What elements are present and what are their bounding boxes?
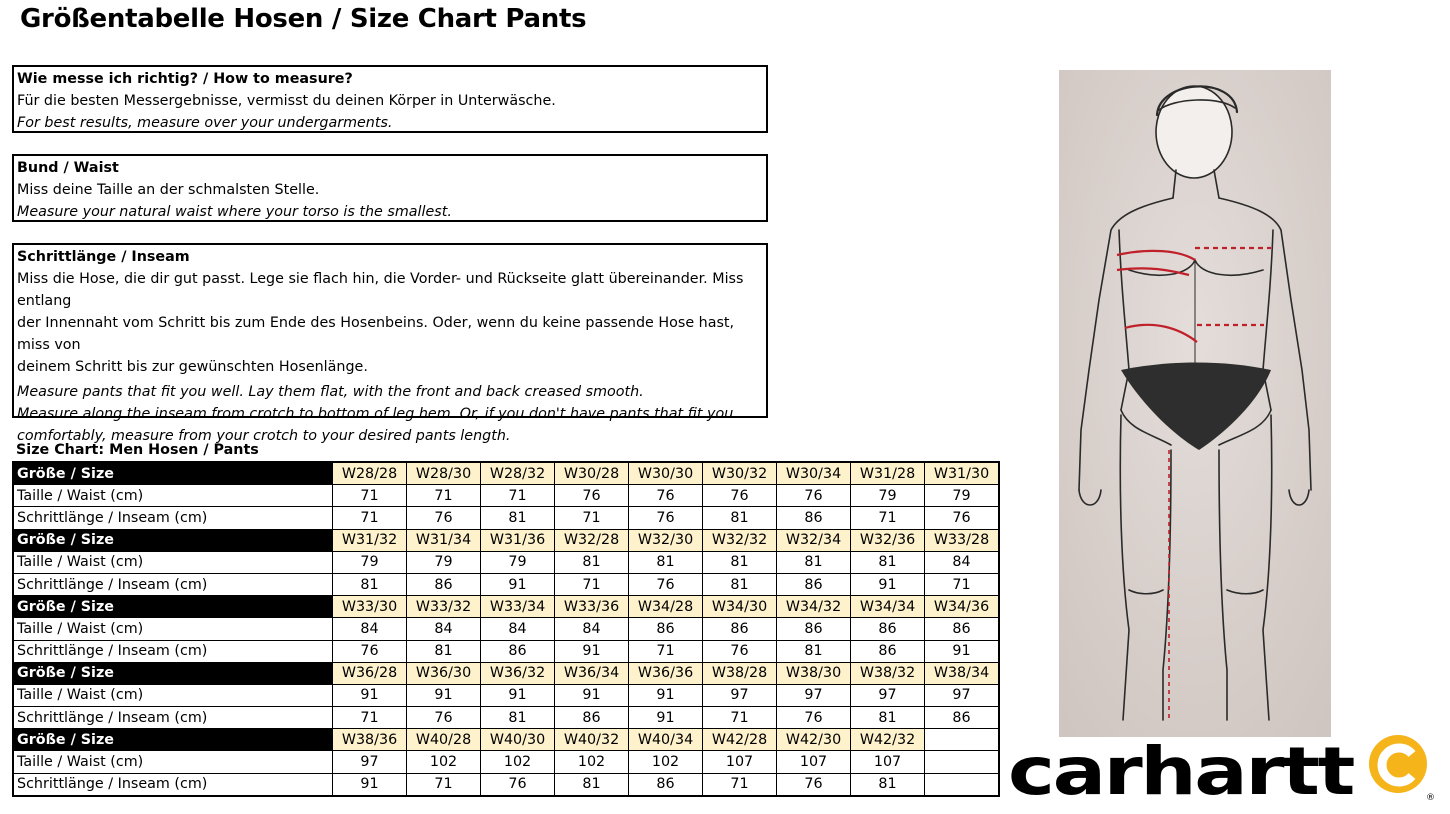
- inseam-label: Schrittlänge / Inseam (cm): [13, 707, 333, 729]
- size-cell: W38/34: [925, 662, 1000, 684]
- inseam-cell: 76: [629, 573, 703, 595]
- inseam-cell: 71: [703, 707, 777, 729]
- size-cell: W34/28: [629, 596, 703, 618]
- size-cell: W31/34: [407, 529, 481, 551]
- waist-cell: 81: [703, 551, 777, 573]
- size-cell: W34/34: [851, 596, 925, 618]
- size-cell: W36/28: [333, 662, 407, 684]
- inseam-cell: 86: [555, 707, 629, 729]
- inseam-label: Schrittlänge / Inseam (cm): [13, 507, 333, 529]
- size-cell: W33/30: [333, 596, 407, 618]
- inseam-cell: 91: [481, 573, 555, 595]
- inseam-cell: 76: [407, 707, 481, 729]
- size-cell: W42/28: [703, 729, 777, 751]
- size-cell: W40/32: [555, 729, 629, 751]
- inseam-cell: 71: [851, 507, 925, 529]
- inseam-cell: 86: [925, 707, 1000, 729]
- inseam-cell: 76: [481, 773, 555, 796]
- size-cell: W38/28: [703, 662, 777, 684]
- waist-row: [13, 551, 999, 573]
- waist-cell: 107: [703, 751, 777, 773]
- inseam-cell: 81: [851, 707, 925, 729]
- carhartt-c-icon: [1369, 735, 1427, 793]
- inseam-cell: 71: [555, 507, 629, 529]
- waist-cell: 81: [629, 551, 703, 573]
- section-text-de: deinem Schritt bis zur gewünschten Hosenlänge.: [17, 359, 368, 375]
- inseam-cell: 76: [777, 707, 851, 729]
- size-row: [13, 729, 999, 751]
- page-title: Größentabelle Hosen / Size Chart Pants: [20, 4, 587, 34]
- inseam-cell: 76: [925, 507, 1000, 529]
- waist-cell: 79: [851, 485, 925, 507]
- waist-cell: 71: [481, 485, 555, 507]
- size-cell: W38/32: [851, 662, 925, 684]
- size-cell: W32/34: [777, 529, 851, 551]
- waist-cell: 84: [925, 551, 1000, 573]
- section-text-en: Measure your natural waist where your torso is the smallest.: [17, 204, 452, 220]
- inseam-cell: 81: [481, 507, 555, 529]
- waist-cell: 97: [333, 751, 407, 773]
- inseam-label: Schrittlänge / Inseam (cm): [13, 640, 333, 662]
- inseam-label: Schrittlänge / Inseam (cm): [13, 573, 333, 595]
- inseam-cell: 76: [703, 640, 777, 662]
- size-label: Größe / Size: [13, 596, 333, 618]
- inseam-cell: 91: [629, 707, 703, 729]
- inseam-cell: 91: [925, 640, 1000, 662]
- waist-box: [12, 154, 768, 222]
- size-chart-table: [12, 461, 1000, 797]
- size-cell: W32/36: [851, 529, 925, 551]
- size-cell: W40/30: [481, 729, 555, 751]
- waist-cell: 86: [703, 618, 777, 640]
- size-cell: W34/30: [703, 596, 777, 618]
- inseam-cell: 81: [481, 707, 555, 729]
- section-text-en: comfortably, measure from your crotch to your desired pants length.: [17, 428, 511, 444]
- inseam-cell: 81: [407, 640, 481, 662]
- brand-wordmark: carhartt: [1008, 734, 1355, 804]
- inseam-cell: 71: [629, 640, 703, 662]
- waist-row: [13, 684, 999, 706]
- waist-cell: 81: [777, 551, 851, 573]
- waist-cell: 91: [629, 684, 703, 706]
- size-row: [13, 662, 999, 684]
- inseam-cell: 81: [703, 573, 777, 595]
- waist-cell: 76: [555, 485, 629, 507]
- inseam-cell: 81: [333, 573, 407, 595]
- waist-cell: 79: [333, 551, 407, 573]
- waist-cell: 91: [407, 684, 481, 706]
- waist-cell: 102: [481, 751, 555, 773]
- section-heading: Bund / Waist: [17, 160, 119, 176]
- size-row: [13, 462, 999, 485]
- body-measurement-illustration: [1059, 70, 1331, 737]
- size-label: Größe / Size: [13, 462, 333, 485]
- waist-cell: 102: [629, 751, 703, 773]
- inseam-cell: 81: [851, 773, 925, 796]
- waist-cell: 91: [481, 684, 555, 706]
- size-cell: W32/32: [703, 529, 777, 551]
- size-cell: W33/36: [555, 596, 629, 618]
- waist-cell: 79: [481, 551, 555, 573]
- size-cell: W30/28: [555, 462, 629, 485]
- size-cell: W34/32: [777, 596, 851, 618]
- inseam-cell: 76: [333, 640, 407, 662]
- waist-cell: 107: [777, 751, 851, 773]
- size-cell: W32/28: [555, 529, 629, 551]
- inseam-row: [13, 573, 999, 595]
- waist-cell: 84: [333, 618, 407, 640]
- waist-cell: 81: [851, 551, 925, 573]
- waist-cell: [925, 751, 1000, 773]
- inseam-cell: 71: [925, 573, 1000, 595]
- size-cell: W28/30: [407, 462, 481, 485]
- inseam-cell: 91: [333, 773, 407, 796]
- size-cell: W42/30: [777, 729, 851, 751]
- inseam-label: Schrittlänge / Inseam (cm): [13, 773, 333, 796]
- size-cell: W33/34: [481, 596, 555, 618]
- waist-cell: 71: [333, 485, 407, 507]
- size-cell: W36/34: [555, 662, 629, 684]
- section-heading: Wie messe ich richtig? / How to measure?: [17, 71, 353, 87]
- size-cell: W36/30: [407, 662, 481, 684]
- section-text-de: Für die besten Messergebnisse, vermisst du deinen Körper in Unterwäsche.: [17, 93, 556, 109]
- inseam-cell: 81: [555, 773, 629, 796]
- size-cell: W30/32: [703, 462, 777, 485]
- inseam-row: [13, 640, 999, 662]
- waist-label: Taille / Waist (cm): [13, 618, 333, 640]
- waist-cell: 79: [925, 485, 1000, 507]
- size-cell: W40/34: [629, 729, 703, 751]
- inseam-row: [13, 707, 999, 729]
- inseam-cell: 81: [703, 507, 777, 529]
- size-cell: W33/32: [407, 596, 481, 618]
- size-cell: W28/28: [333, 462, 407, 485]
- size-row: [13, 529, 999, 551]
- waist-row: [13, 618, 999, 640]
- waist-cell: 71: [407, 485, 481, 507]
- inseam-cell: 71: [333, 507, 407, 529]
- waist-row: [13, 485, 999, 507]
- waist-cell: 107: [851, 751, 925, 773]
- inseam-cell: 91: [555, 640, 629, 662]
- waist-label: Taille / Waist (cm): [13, 684, 333, 706]
- waist-cell: 84: [481, 618, 555, 640]
- size-cell: W36/32: [481, 662, 555, 684]
- section-text-de: der Innennaht vom Schritt bis zum Ende des Hosenbeins. Oder, wenn du keine passende Hose hast, miss von: [17, 315, 735, 353]
- size-cell: W31/36: [481, 529, 555, 551]
- size-cell: W30/30: [629, 462, 703, 485]
- inseam-cell: 86: [629, 773, 703, 796]
- inseam-row: [13, 507, 999, 529]
- size-cell: W40/28: [407, 729, 481, 751]
- inseam-cell: 86: [407, 573, 481, 595]
- how-to-measure-box: [12, 65, 768, 133]
- size-chart-title: Size Chart: Men Hosen / Pants: [16, 442, 259, 458]
- inseam-row: [13, 773, 999, 796]
- waist-cell: 91: [333, 684, 407, 706]
- inseam-cell: 71: [555, 573, 629, 595]
- section-text-en: Measure pants that fit you well. Lay them flat, with the front and back creased smooth.: [17, 384, 644, 400]
- size-row: [13, 596, 999, 618]
- inseam-cell: 76: [629, 507, 703, 529]
- size-cell: [925, 729, 1000, 751]
- size-cell: W34/36: [925, 596, 1000, 618]
- section-heading: Schrittlänge / Inseam: [17, 249, 190, 265]
- waist-cell: 102: [407, 751, 481, 773]
- size-label: Größe / Size: [13, 529, 333, 551]
- size-cell: W31/30: [925, 462, 1000, 485]
- waist-cell: 86: [777, 618, 851, 640]
- waist-cell: 76: [703, 485, 777, 507]
- inseam-box: [12, 243, 768, 444]
- section-text-de: Miss die Hose, die dir gut passt. Lege sie flach hin, die Vorder- und Rückseite glatt übereinander. Miss entlang: [17, 271, 744, 309]
- waist-cell: 97: [703, 684, 777, 706]
- waist-cell: 81: [555, 551, 629, 573]
- waist-cell: 84: [555, 618, 629, 640]
- size-cell: W42/32: [851, 729, 925, 751]
- size-cell: W31/28: [851, 462, 925, 485]
- inseam-cell: 76: [407, 507, 481, 529]
- waist-label: Taille / Waist (cm): [13, 485, 333, 507]
- waist-label: Taille / Waist (cm): [13, 751, 333, 773]
- registered-mark: ®: [1426, 793, 1435, 803]
- section-text-en: Measure along the inseam from crotch to bottom of leg hem. Or, if you don't have pants that fit you: [17, 406, 734, 422]
- size-cell: W36/36: [629, 662, 703, 684]
- inseam-cell: 71: [703, 773, 777, 796]
- inseam-cell: 91: [851, 573, 925, 595]
- waist-cell: 86: [925, 618, 1000, 640]
- size-cell: W32/30: [629, 529, 703, 551]
- section-text-de: Miss deine Taille an der schmalsten Stelle.: [17, 182, 320, 198]
- waist-cell: 86: [851, 618, 925, 640]
- size-cell: W30/34: [777, 462, 851, 485]
- size-label: Größe / Size: [13, 662, 333, 684]
- waist-cell: 79: [407, 551, 481, 573]
- inseam-cell: 86: [851, 640, 925, 662]
- inseam-cell: 86: [777, 507, 851, 529]
- waist-cell: 76: [777, 485, 851, 507]
- inseam-cell: 71: [333, 707, 407, 729]
- size-cell: W38/36: [333, 729, 407, 751]
- waist-label: Taille / Waist (cm): [13, 551, 333, 573]
- size-cell: W38/30: [777, 662, 851, 684]
- waist-cell: 97: [777, 684, 851, 706]
- size-label: Größe / Size: [13, 729, 333, 751]
- waist-cell: 91: [555, 684, 629, 706]
- size-cell: W31/32: [333, 529, 407, 551]
- carhartt-logo: [1008, 734, 1438, 804]
- inseam-cell: [925, 773, 1000, 796]
- waist-cell: 76: [629, 485, 703, 507]
- waist-cell: 97: [925, 684, 1000, 706]
- waist-row: [13, 751, 999, 773]
- inseam-cell: 81: [777, 640, 851, 662]
- inseam-cell: 76: [777, 773, 851, 796]
- section-text-en: For best results, measure over your undergarments.: [17, 115, 393, 131]
- waist-cell: 97: [851, 684, 925, 706]
- waist-cell: 86: [629, 618, 703, 640]
- size-cell: W28/32: [481, 462, 555, 485]
- inseam-cell: 71: [407, 773, 481, 796]
- inseam-cell: 86: [777, 573, 851, 595]
- waist-cell: 84: [407, 618, 481, 640]
- waist-cell: 102: [555, 751, 629, 773]
- size-cell: W33/28: [925, 529, 1000, 551]
- inseam-cell: 86: [481, 640, 555, 662]
